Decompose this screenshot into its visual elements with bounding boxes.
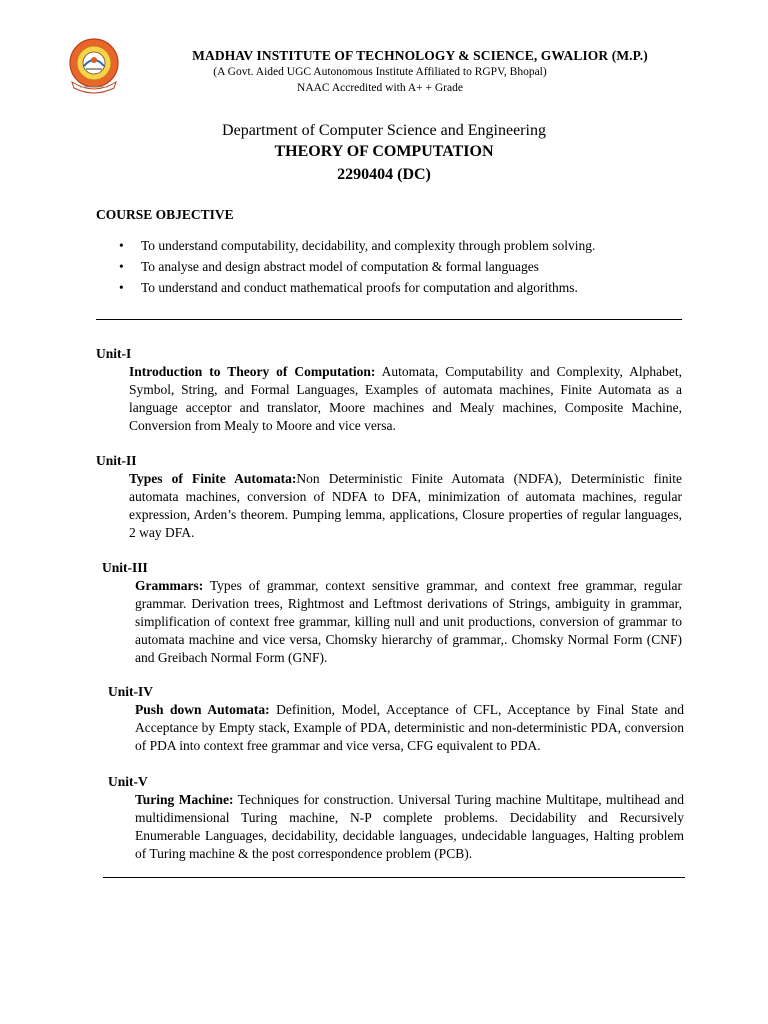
unit-topic: Turing Machine: [135, 792, 234, 807]
course-title: THEORY OF COMPUTATION [274, 143, 494, 160]
unit-topic: Types of Finite Automata: [129, 471, 297, 486]
course-code: 2290404 (DC) [337, 166, 431, 183]
department-name: Department of Computer Science and Engineering [222, 122, 546, 139]
objective-item: • To understand and conduct mathematical proofs for computation and algorithms. [96, 277, 696, 298]
institute-emblem-icon [66, 36, 122, 96]
unit-title: Unit-III [102, 560, 148, 575]
unit-title: Unit-IV [108, 684, 154, 699]
divider-top [96, 319, 682, 320]
unit-title: Unit-I [96, 346, 132, 361]
objective-item: • To understand computability, decidability, and complexity through problem solving. [96, 235, 696, 256]
unit-description: Non Deterministic Finite Automata (NDFA), Deterministic finite automata machines, conversion of NDFA to DFA, minimization of automata machines, regular expression, Arden’s theorem. Pumping lemma, applications, Closure properties of regular languages, 2 way DFA. [129, 471, 682, 540]
unit-title: Unit-II [96, 453, 137, 468]
unit-description: Definition, Model, Acceptance of CFL, Acceptance by Final State and Acceptance by Empty stack, Example of PDA, deterministic and non-deterministic PDA, conversion of PDA into context free grammar and vice versa, CFG equivalent to PDA. [135, 702, 684, 753]
unit-section [96, 344, 682, 435]
divider-bottom [103, 877, 685, 878]
unit-section [108, 772, 684, 863]
unit-section [96, 451, 682, 542]
unit-topic: Push down Automata: [135, 702, 270, 717]
unit-topic: Introduction to Theory of Computation: [129, 364, 376, 379]
unit-description: Automata, Computability and Complexity, Alphabet, Symbol, String, and Formal Languages, Examples of automata machines, Finite Automata as a language acceptor and translator, Moore machines and Mealy machines, Composite Machine, Conversion from Mealy to Moore and vice versa. [129, 364, 682, 433]
unit-content [135, 577, 682, 667]
unit-section [102, 558, 682, 667]
objective-item: • To analyse and design abstract model of computation & formal languages [96, 256, 696, 277]
unit-description: Techniques for construction. Universal Turing machine Multitape, multihead and multidimensional Turing machine, N-P complete problems. Decidability and Recursively Enumerable Languages, decidability, decidable languages, undecidable languages, Halting problem of Turing machine & the post correspondence problem (PCB). [135, 792, 684, 861]
unit-content [135, 701, 684, 755]
institute-affiliation: (A Govt. Aided UGC Autonomous Institute Affiliated to RGPV, Bhopal) [213, 66, 547, 78]
institute-name: MADHAV INSTITUTE OF TECHNOLOGY & SCIENCE, GWALIOR (M.P.) [192, 48, 648, 63]
unit-section [108, 682, 684, 755]
objectives-heading: COURSE OBJECTIVE [96, 207, 234, 222]
unit-topic: Grammars: [135, 578, 204, 593]
objectives-list [96, 235, 696, 298]
unit-content [129, 363, 682, 435]
unit-content [135, 791, 684, 863]
unit-content [129, 470, 682, 542]
unit-description: Types of grammar, context sensitive grammar, and context free grammar, regular grammar. Derivation trees, Rightmost and Leftmost derivations of Strings, ambiguity in grammar, simplification of context free grammar, killing null and unit productions, conversion of grammar to automata machine and vice versa, Chomsky hierarchy of grammar,. Chomsky Normal Form (CNF) and Greibach Normal Form (GNF). [135, 578, 682, 665]
unit-title: Unit-V [108, 774, 148, 789]
institute-accreditation: NAAC Accredited with A+ + Grade [297, 82, 463, 94]
